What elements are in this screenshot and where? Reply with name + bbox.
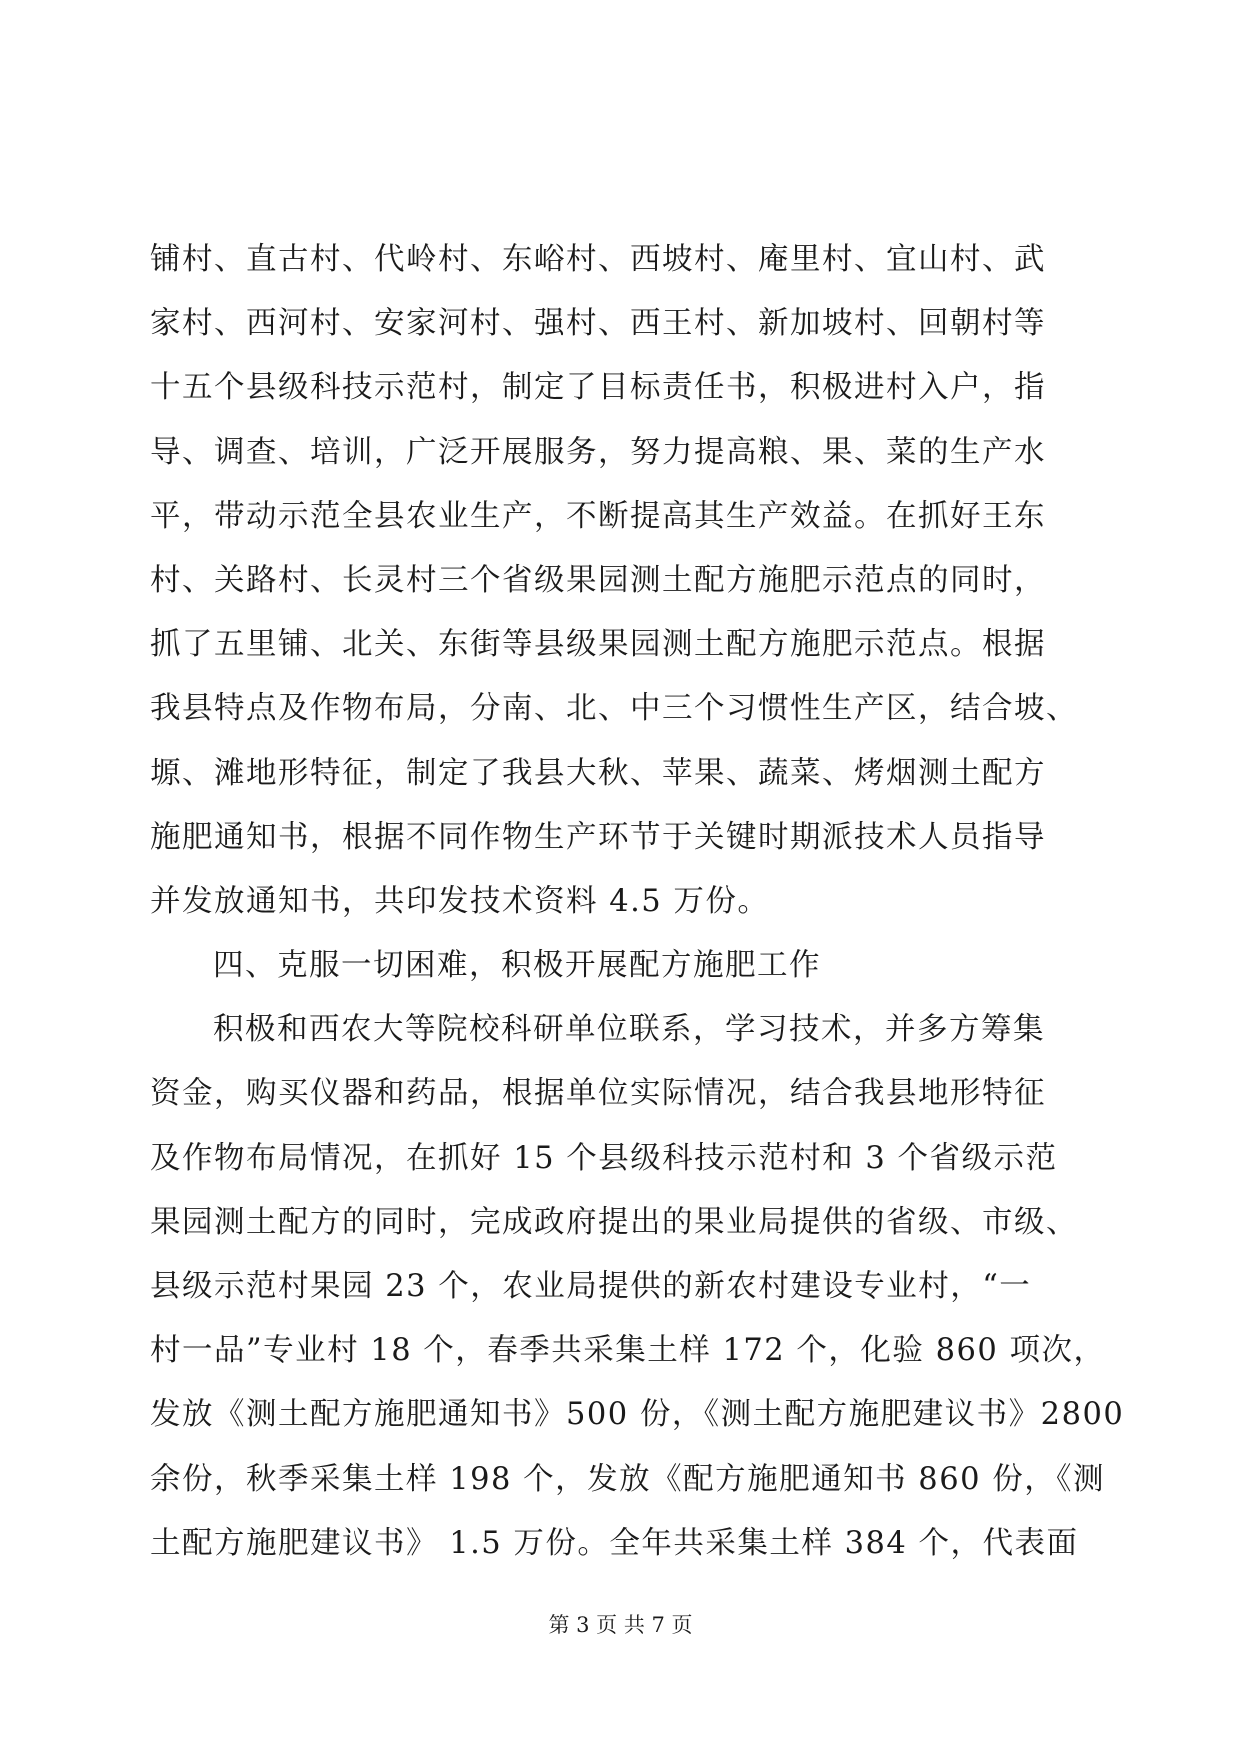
text-line: 施肥通知书，根据不同作物生产环节于关键时期派技术人员指导	[150, 819, 1046, 855]
text-line: 果园测土配方的同时，完成政府提出的果业局提供的省级、市级、	[150, 1204, 1078, 1240]
text-line: 余份，秋季采集土样 198 个，发放《配方施肥通知书 860 份，《测	[150, 1461, 1105, 1497]
text-line: 四、克服一切困难，积极开展配方施肥工作	[213, 948, 821, 984]
text-line: 导、调查、培训，广泛开展服务，努力提高粮、果、菜的生产水	[150, 434, 1046, 470]
text-line: 发放《测土配方施肥通知书》500 份，《测土配方施肥建议书》2800	[150, 1397, 1125, 1433]
text-line: 塬、滩地形特征，制定了我县大秋、苹果、蔬菜、烤烟测土配方	[150, 755, 1046, 791]
text-line: 及作物布局情况，在抓好 15 个县级科技示范村和 3 个省级示范	[150, 1140, 1058, 1176]
text-line: 村一品”专业村 18 个，春季共采集土样 172 个，化验 860 项次，	[150, 1333, 1106, 1369]
text-line: 积极和西农大等院校科研单位联系，学习技术，并多方筹集	[213, 1012, 1045, 1048]
text-line: 平，带动示范全县农业生产，不断提高其生产效益。在抓好王东	[150, 498, 1046, 534]
text-line: 家村、西河村、安家河村、强村、西王村、新加坡村、回朝村等	[150, 306, 1046, 342]
text-line: 十五个县级科技示范村，制定了目标责任书，积极进村入户，指	[150, 370, 1046, 406]
text-line: 县级示范村果园 23 个，农业局提供的新农村建设专业村，“一	[150, 1269, 1032, 1304]
text-line: 我县特点及作物布局，分南、北、中三个习惯性生产区，结合坡、	[150, 691, 1078, 727]
text-line: 土配方施肥建议书》 1.5 万份。全年共采集土样 384 个，代表面	[150, 1525, 1079, 1561]
text-line: 村、关路村、长灵村三个省级果园测土配方施肥示范点的同时，	[150, 562, 1046, 598]
text-line: 资金，购买仪器和药品，根据单位实际情况，结合我县地形特征	[150, 1076, 1046, 1112]
page-footer: 第 3 页 共 7 页	[548, 1613, 693, 1637]
text-line: 铺村、直古村、代岭村、东峪村、西坡村、庵里村、宜山村、武	[150, 242, 1046, 277]
document-body	[150, 228, 1125, 1576]
text-line: 抓了五里铺、北关、东街等县级果园测土配方施肥示范点。根据	[150, 627, 1046, 663]
text-line: 并发放通知书，共印发技术资料 4.5 万份。	[150, 883, 770, 919]
